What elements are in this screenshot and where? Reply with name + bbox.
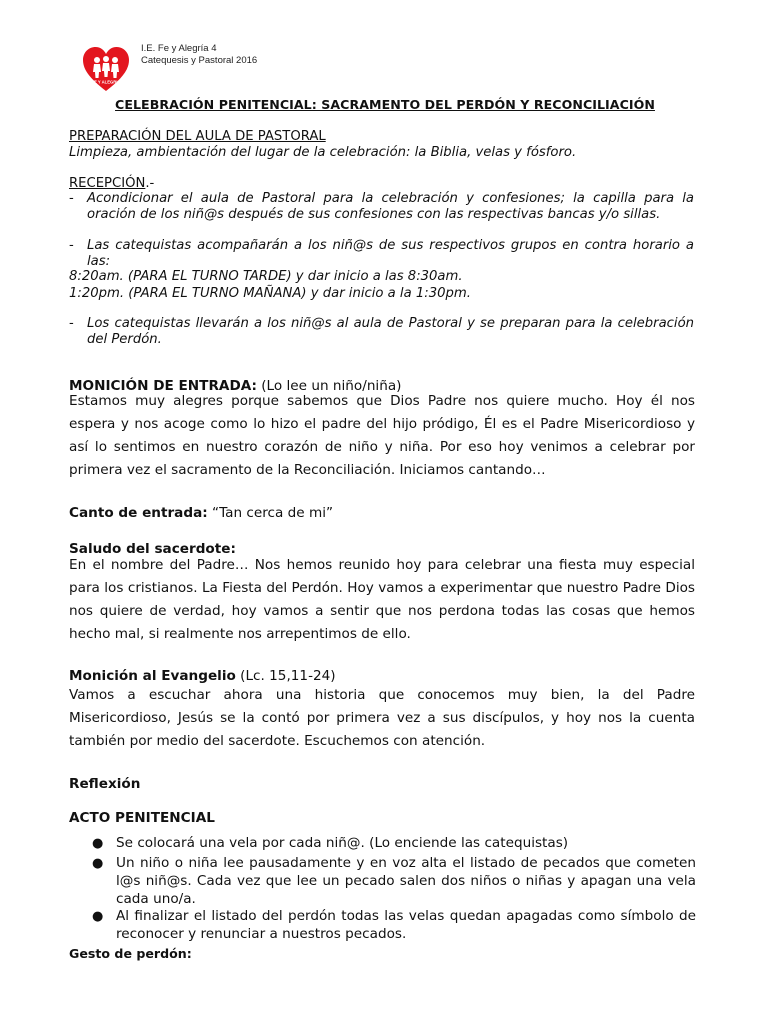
section-heading-saludo: Saludo del sacerdote: [69, 541, 236, 557]
recepcion-heading-label: RECEPCIÓN [69, 176, 146, 191]
section-heading-gesto-perdon: Gesto de perdón: [69, 946, 192, 961]
evangelio-reference: (Lc. 15,11-24) [235, 668, 336, 684]
heart-logo-icon [82, 46, 130, 92]
bullet-icon: ● [92, 856, 104, 871]
section-heading-recepcion [69, 176, 694, 192]
school-name: I.E. Fe y Alegría 4 [141, 43, 217, 54]
evangelio-text: Vamos a escuchar ahora una historia que conocemos muy bien, la del Padre Misericordioso, Jesús se la contó por primera vez a sus discípulos, y hoy nos la cuenta también por medio del sacerdote. Escuchemos con atención. [69, 687, 695, 750]
section-heading-acto-penitencial: ACTO PENITENCIAL [69, 810, 215, 826]
acto-bullet-2-text: Un niño o niña lee pausadamente y en voz alta el listado de pecados que cometen l@s niñ@s. Cada vez que lee un pecado salen dos niños o niñas y apagan una vela cada uno/a. [116, 855, 696, 907]
monicion-entrada-label: MONICIÓN DE ENTRADA: [69, 378, 257, 394]
recepcion-time-tarde: 8:20am. (PARA EL TURNO TARDE) y dar inicio a las 8:30am. [69, 269, 463, 284]
recepcion-item-3: - Los catequistas llevarán a los niñ@s al aula de Pastoral y se preparan para la celebración del Perdón. [69, 316, 694, 347]
list-item [92, 908, 696, 944]
list-item [92, 855, 696, 908]
bullet-icon: ● [92, 836, 104, 851]
preparacion-text: Limpieza, ambientación del lugar de la celebración: la Biblia, velas y fósforo. [69, 145, 577, 160]
canto-text: “Tan cerca de mi” [207, 505, 334, 521]
monicion-entrada-text: Estamos muy alegres porque sabemos que Dios Padre nos quiere mucho. Hoy él nos espera y nos acoge como lo hizo el padre del hijo pródigo, Él es el Padre Misericordioso y así lo sentimos en nuestro corazón de niño y niña. Por eso hoy venimos a celebrar por primera vez el sacramento de la Reconciliación. Iniciamos cantando… [69, 393, 695, 479]
bullet-icon: ● [92, 909, 104, 924]
acto-bullet-3-text: Al finalizar el listado del perdón todas las velas quedan apagadas como símbolo de reconocer y renunciar a nuestros pecados. [116, 908, 696, 942]
canto-label: Canto de entrada: [69, 505, 208, 521]
list-item [92, 835, 696, 853]
section-heading-evangelio [69, 668, 336, 684]
monicion-entrada-note: (Lo lee un niño/niña) [256, 378, 402, 394]
acto-bullet-1-text: Se colocará una vela por cada niñ@. (Lo enciende las catequistas) [116, 835, 569, 851]
recepcion-item-2: - Las catequistas acompañarán a los niñ@s de sus respectivos grupos en contra horario a las: [69, 238, 694, 269]
svg-text:FE Y ALEGRIA: FE Y ALEGRIA [91, 79, 121, 85]
recepcion-heading-suffix: .- [145, 176, 155, 191]
recepcion-item-1-text: Acondicionar el aula de Pastoral para la celebración y confesiones; la capilla para la oración de los niñ@s después de sus confesiones con las respectivas bancas y/o sillas. [87, 191, 694, 222]
recepcion-item-1: - Acondicionar el aula de Pastoral para la celebración y confesiones; la capilla para la oración de los niñ@s después de sus confesiones con las respectivas bancas y/o sillas. [69, 191, 694, 222]
document-title: CELEBRACIÓN PENITENCIAL: SACRAMENTO DEL PERDÓN Y RECONCILIACIÓN [115, 97, 655, 112]
saludo-text: En el nombre del Padre… Nos hemos reunido hoy para celebrar una fiesta muy especial para los cristianos. La Fiesta del Perdón. Hoy vamos a experimentar que nuestro Padre Dios nos quiere de verdad, hoy vamos a sentir que nos perdona todas las cosas que hemos hecho mal, si realmente nos arrepentimos de ello. [69, 557, 695, 643]
recepcion-time-manana: 1:20pm. (PARA EL TURNO MAÑANA) y dar inicio a la 1:30pm. [69, 286, 471, 301]
evangelio-label: Monición al Evangelio [69, 668, 236, 684]
recepcion-item-2-text: Las catequistas acompañarán a los niñ@s de sus respectivos grupos en contra horario a las: [87, 238, 694, 269]
section-heading-canto [69, 505, 333, 521]
program-year: Catequesis y Pastoral 2016 [141, 55, 258, 66]
recepcion-item-3-text: Los catequistas llevarán a los niñ@s al aula de Pastoral y se preparan para la celebración del Perdón. [87, 316, 694, 347]
section-heading-reflexion: Reflexión [69, 776, 141, 792]
section-heading-preparacion: PREPARACIÓN DEL AULA DE PASTORAL [69, 129, 326, 144]
